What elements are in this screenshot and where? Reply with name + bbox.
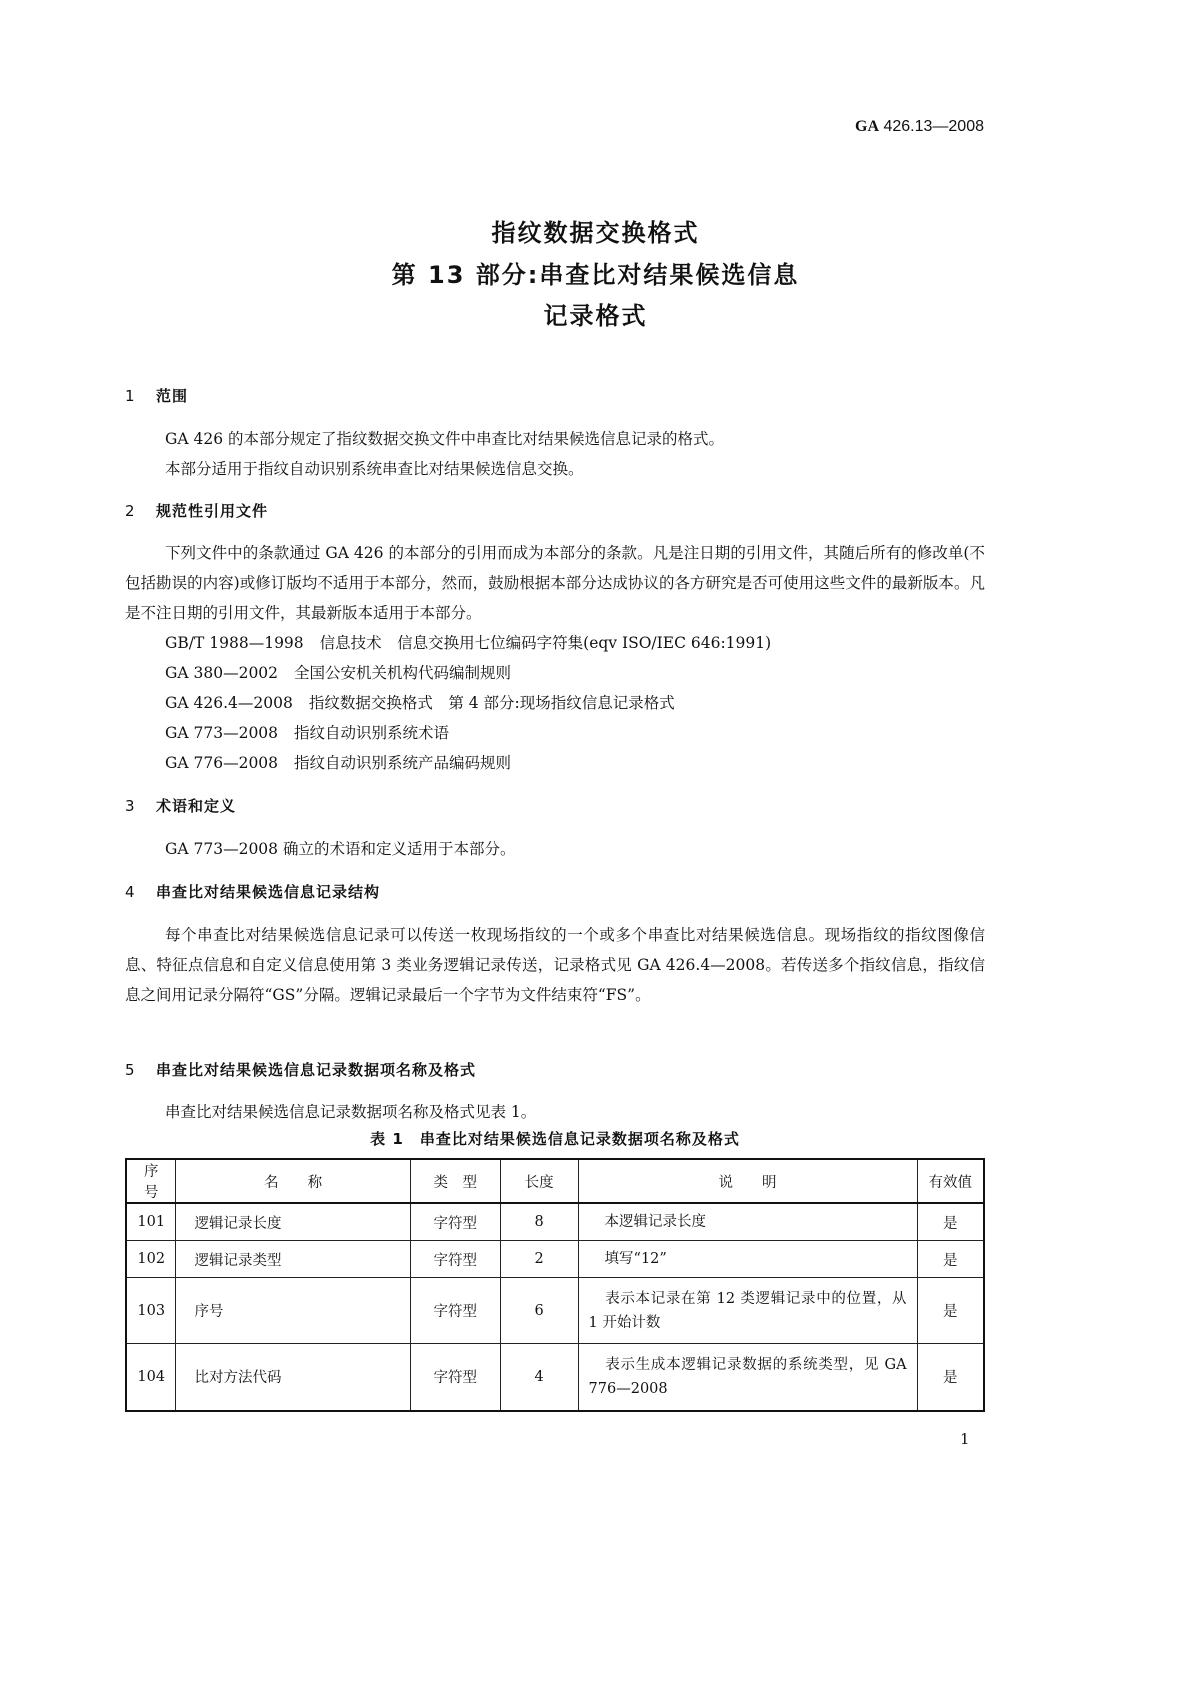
cell-type: 字符型	[410, 1344, 500, 1411]
reference-item	[165, 718, 449, 748]
cell-valid: 是	[917, 1344, 984, 1411]
cell-description	[578, 1241, 917, 1278]
cell-description	[578, 1278, 917, 1344]
description-text: 填写“12”	[604, 1251, 667, 1267]
cell-valid: 是	[917, 1241, 984, 1278]
cell-id: 101	[126, 1203, 176, 1241]
column-header-type: 类 型	[410, 1159, 500, 1203]
cell-description	[578, 1203, 917, 1241]
cell-length: 6	[500, 1278, 578, 1344]
section-3-heading	[125, 795, 236, 816]
column-header-length: 长度	[500, 1159, 578, 1203]
section-number: 4	[125, 883, 136, 901]
section-2-paragraph: 下列文件中的条款通过 GA 426 的本部分的引用而成为本部分的条款。凡是注日期的引用文件，其随后所有的修改单(不包括勘误的内容)或修订版均不适用于本部分，然而，鼓励根据本部分达成协议的各方研究是否可使用这些文件的最新版本。凡是不注日期的引用文件，其最新版本适用于本部分。	[125, 544, 985, 622]
section-title: 术语和定义	[156, 797, 237, 815]
reference-title: 指纹自动识别系统产品编码规则	[294, 754, 512, 772]
cell-name: 比对方法代码	[176, 1344, 410, 1411]
table-row	[126, 1344, 984, 1411]
section-1-heading	[125, 385, 188, 406]
cell-name: 逻辑记录类型	[176, 1241, 410, 1278]
reference-item	[165, 748, 511, 778]
table-header-row	[126, 1159, 984, 1203]
reference-item	[165, 628, 771, 658]
section-3-paragraph: GA 773—2008 确立的术语和定义适用于本部分。	[165, 840, 516, 858]
section-1-paragraph-2: 本部分适用于指纹自动识别系统串查比对结果候选信息交换。	[165, 460, 584, 478]
cell-type: 字符型	[410, 1203, 500, 1241]
column-header-description: 说 明	[578, 1159, 917, 1203]
section-title: 串查比对结果候选信息记录结构	[156, 883, 381, 901]
table-1	[125, 1158, 985, 1412]
table-row	[126, 1278, 984, 1344]
section-1-paragraph-1: GA 426 的本部分规定了指纹数据交换文件中串查比对结果候选信息记录的格式。	[165, 430, 725, 448]
column-header-valid: 有效值	[917, 1159, 984, 1203]
reference-title: 指纹自动识别系统术语	[294, 724, 450, 742]
cell-name: 逻辑记录长度	[176, 1203, 410, 1241]
reference-title: 信息技术 信息交换用七位编码字符集(eqv ISO/IEC 646:1991)	[319, 634, 772, 652]
section-4-heading	[125, 881, 380, 902]
section-2-heading	[125, 500, 268, 521]
table-1-caption: 表 1 串查比对结果候选信息记录数据项名称及格式	[370, 1130, 740, 1148]
cell-length: 2	[500, 1241, 578, 1278]
standard-prefix: GA	[855, 118, 880, 135]
cell-id: 104	[126, 1344, 176, 1411]
standard-number: 426.13—2008	[879, 118, 984, 135]
section-number: 2	[125, 502, 136, 520]
reference-code: GB/T 1988—1998	[165, 634, 304, 652]
section-title: 串查比对结果候选信息记录数据项名称及格式	[156, 1061, 477, 1079]
section-5-heading	[125, 1059, 476, 1080]
section-title: 规范性引用文件	[156, 502, 269, 520]
cell-id: 103	[126, 1278, 176, 1344]
section-5-paragraph: 串查比对结果候选信息记录数据项名称及格式见表 1。	[165, 1103, 537, 1121]
section-title: 范围	[156, 387, 189, 405]
cell-length: 8	[500, 1203, 578, 1241]
document-standard-id	[855, 118, 984, 136]
section-4-paragraph: 每个串查比对结果候选信息记录可以传送一枚现场指纹的一个或多个串查比对结果候选信息。现场指纹的指纹图像信息、特征点信息和自定义信息使用第 3 类业务逻辑记录传送，记录格式见 GA 426.4—2008。若传送多个指纹信息，指纹信息之间用记录分隔符“GS”分隔。逻辑记录最后一个字节为文件结束符“FS”。	[125, 926, 985, 1004]
reference-code: GA 380—2002	[165, 664, 279, 682]
document-title-line3: 记录格式	[543, 302, 648, 330]
table-row	[126, 1203, 984, 1241]
page-number: 1	[960, 1430, 970, 1448]
reference-code: GA 426.4—2008	[165, 694, 293, 712]
reference-item	[165, 688, 675, 718]
cell-description	[578, 1344, 917, 1411]
section-number: 3	[125, 797, 136, 815]
cell-name: 序号	[176, 1278, 410, 1344]
reference-title: 全国公安机关机构代码编制规则	[294, 664, 512, 682]
column-header-name: 名 称	[176, 1159, 410, 1203]
reference-item	[165, 658, 511, 688]
cell-valid: 是	[917, 1203, 984, 1241]
reference-code: GA 773—2008	[165, 724, 279, 742]
table-row	[126, 1241, 984, 1278]
section-number: 5	[125, 1061, 136, 1079]
section-number: 1	[125, 387, 136, 405]
document-title-line1: 指纹数据交换格式	[491, 219, 700, 247]
cell-type: 字符型	[410, 1278, 500, 1344]
cell-length: 4	[500, 1344, 578, 1411]
cell-type: 字符型	[410, 1241, 500, 1278]
description-text: 表示生成本逻辑记录数据的系统类型，见 GA 776—2008	[588, 1356, 907, 1397]
column-header-id: 序号	[126, 1159, 176, 1203]
reference-code: GA 776—2008	[165, 754, 279, 772]
cell-id: 102	[126, 1241, 176, 1278]
description-text: 本逻辑记录长度	[604, 1214, 707, 1230]
document-title-line2: 第 13 部分:串查比对结果候选信息	[391, 261, 800, 289]
reference-title: 指纹数据交换格式 第 4 部分:现场指纹信息记录格式	[308, 694, 675, 712]
cell-valid: 是	[917, 1278, 984, 1344]
description-text: 表示本记录在第 12 类逻辑记录中的位置，从 1 开始计数	[588, 1290, 907, 1331]
